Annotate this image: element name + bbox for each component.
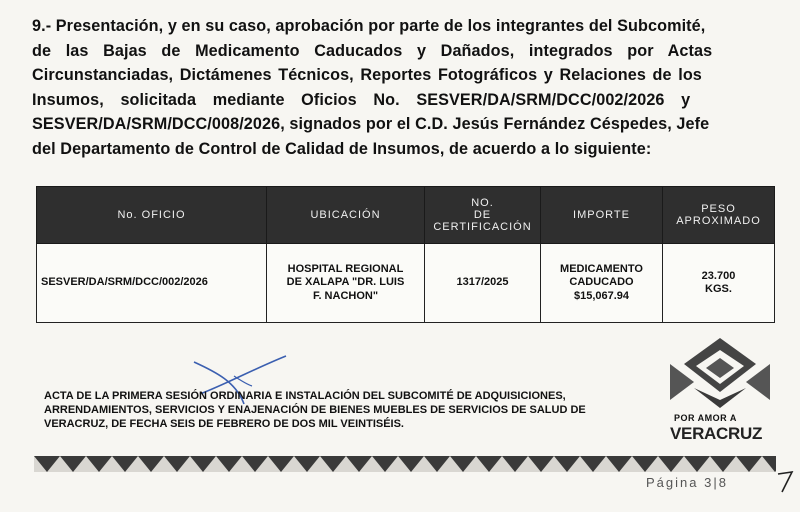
header-certificacion: NO. DE CERTIFICACIÓN: [425, 187, 541, 244]
cell-oficio: SESVER/DA/SRM/DCC/002/2026: [37, 244, 267, 323]
paragraph-line: de las Bajas de Medicamento Caducados y Dañados, integrados por Actas: [32, 41, 713, 60]
cell-ubicacion: HOSPITAL REGIONAL DE XALAPA "DR. LUIS F. NACHON": [267, 244, 425, 323]
pen-mark: [776, 470, 798, 494]
table-row: [37, 244, 775, 323]
header-oficio: No. OFICIO: [37, 187, 267, 244]
agenda-item-paragraph: [32, 14, 774, 162]
header-importe: IMPORTE: [541, 187, 663, 244]
header-ubicacion: UBICACIÓN: [267, 187, 425, 244]
paragraph-line: Insumos, solicitada mediante Oficios No. SESVER/DA/SRM/DCC/002/2026 y: [32, 90, 691, 109]
cell-importe: MEDICAMENTO CADUCADO $15,067.94: [541, 244, 663, 323]
paragraph-line: Circunstanciadas, Dictámenes Técnicos, Reportes Fotográficos y Relaciones de los: [32, 66, 702, 85]
cell-peso: 23.700 KGS.: [663, 244, 775, 323]
logo-name: VERACRUZ: [670, 424, 763, 443]
table-header-row: [37, 187, 775, 244]
paragraph-line: del Departamento de Control de Calidad de Insumos, de acuerdo a lo siguiente:: [32, 139, 652, 158]
paragraph-line: 9.- Presentación, y en su caso, aprobación por parte de los integrantes del Subcomité,: [32, 17, 706, 35]
paragraph-line: SESVER/DA/SRM/DCC/008/2026, signados por el C.D. Jesús Fernández Céspedes, Jefe: [32, 115, 710, 134]
decorative-band: [34, 456, 776, 472]
medication-disposal-table: [36, 186, 775, 323]
page-number: Página 3|8: [646, 475, 728, 490]
session-caption: ACTA DE LA PRIMERA SESIÓN ORDINARIA E INSTALACIÓN DEL SUBCOMITÉ DE ADQUISICIONES, ARRENDAMIENTOS, SERVICIOS Y ENAJENACIÓN DE BIENES MUEBLES DE SERVICIOS DE SALUD DE VERACRUZ, DE FECHA SEIS DE FEBRERO DE DOS MIL VEINTISÉIS.: [44, 390, 586, 430]
header-peso: PESO APROXIMADO: [663, 187, 775, 244]
logo-tagline: POR AMOR A: [674, 413, 737, 423]
cell-certificacion: 1317/2025: [425, 244, 541, 323]
veracruz-logo-icon: [664, 334, 776, 414]
